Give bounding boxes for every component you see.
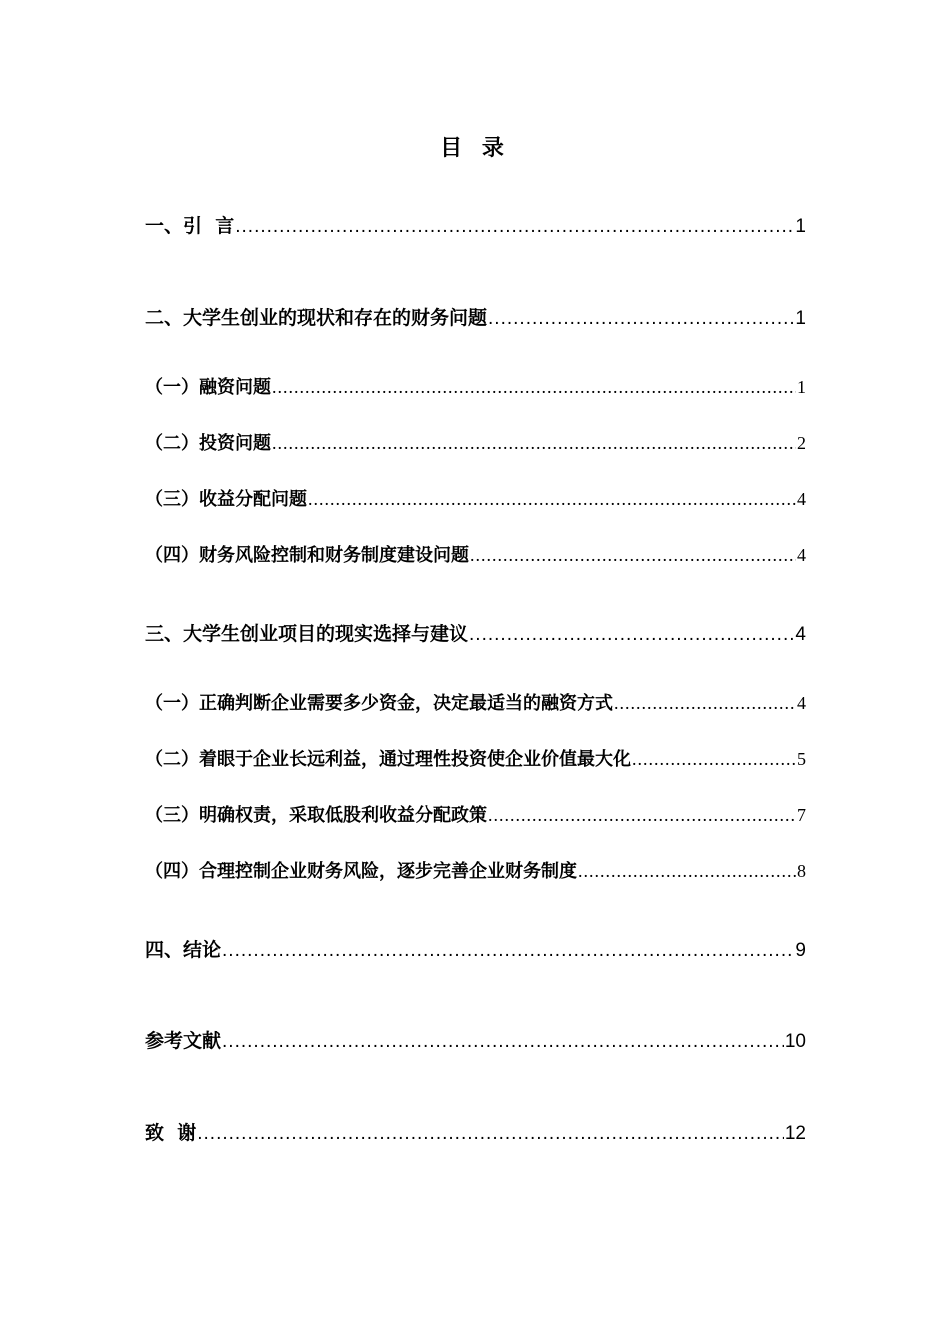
toc-page-number: 1 (795, 216, 806, 237)
toc-leader-dots (272, 373, 796, 401)
toc-entry-section-3-1[interactable] (145, 689, 806, 717)
toc-page-number: 12 (784, 1123, 806, 1144)
toc-leader-dots (222, 1028, 784, 1056)
toc-leader-dots (235, 213, 794, 241)
page-title: 目 录 (440, 136, 510, 161)
toc-entry-acknowledgements[interactable] (145, 1119, 806, 1147)
toc-leader-dots (470, 541, 796, 569)
toc-leader-dots (632, 745, 796, 773)
toc-entry-label: （二）投资问题 (145, 433, 271, 454)
toc-entry-section-2-3[interactable] (145, 485, 806, 513)
toc-entry-label: （一）正确判断企业需要多少资金，决定最适当的融资方式 (145, 693, 613, 714)
toc-entry-label: （四）财务风险控制和财务制度建设问题 (145, 545, 469, 566)
toc-entry-section-2-4[interactable] (145, 541, 806, 569)
toc-entry-section-3-4[interactable] (145, 857, 806, 885)
toc-leader-dots (197, 1120, 784, 1148)
toc-entry-references[interactable] (145, 1027, 806, 1055)
toc-entry-section-3-2[interactable] (145, 745, 806, 773)
toc-leader-dots (578, 857, 796, 885)
toc-entry-section-2-2[interactable] (145, 429, 806, 457)
toc-entry-section-3-3[interactable] (145, 801, 806, 829)
toc-leader-dots (272, 429, 796, 457)
toc-page-number: 1 (795, 308, 806, 329)
toc-page-number: 7 (797, 805, 806, 825)
toc-entry-section-3[interactable] (145, 620, 806, 648)
toc-leader-dots (488, 305, 794, 333)
toc-entry-label: 一、引 言 (145, 215, 235, 237)
toc-entry-conclusion[interactable] (145, 936, 806, 964)
toc-page-number: 1 (797, 377, 806, 397)
toc-page-number: 4 (797, 693, 806, 713)
toc-entry-label: （三）明确权责，采取低股利收益分配政策 (145, 805, 487, 826)
toc-page-number: 9 (795, 940, 806, 961)
toc-leader-dots (614, 689, 796, 717)
toc-entry-label: （二）着眼于企业长远利益，通过理性投资使企业价值最大化 (145, 749, 631, 770)
toc-page-number: 4 (797, 545, 806, 565)
toc-entry-section-2-1[interactable] (145, 373, 806, 401)
toc-entry-label: 四、结论 (145, 939, 222, 961)
toc-leader-dots (222, 937, 794, 965)
toc-leader-dots (488, 801, 796, 829)
toc-entry-section-2[interactable] (145, 304, 806, 332)
toc-entry-label: （三）收益分配问题 (145, 489, 307, 510)
toc-entry-label: （四）合理控制企业财务风险，逐步完善企业财务制度 (145, 861, 577, 882)
toc-entry-label: 致 谢 (145, 1122, 197, 1144)
toc-page-number: 2 (797, 433, 806, 453)
toc-page-number: 8 (797, 861, 806, 881)
toc-entry-label: 参考文献 (145, 1030, 222, 1052)
toc-entry-label: （一）融资问题 (145, 377, 271, 398)
toc-entry-label: 二、大学生创业的现状和存在的财务问题 (145, 307, 488, 329)
toc-leader-dots (469, 621, 794, 649)
toc-entry-introduction[interactable] (145, 212, 806, 240)
toc-page-number: 5 (797, 749, 806, 769)
toc-page-number: 4 (797, 489, 806, 509)
toc-page-number: 4 (795, 624, 806, 645)
toc-entry-label: 三、大学生创业项目的现实选择与建议 (145, 623, 469, 645)
toc-page-number: 10 (784, 1031, 806, 1052)
toc-leader-dots (308, 485, 796, 513)
